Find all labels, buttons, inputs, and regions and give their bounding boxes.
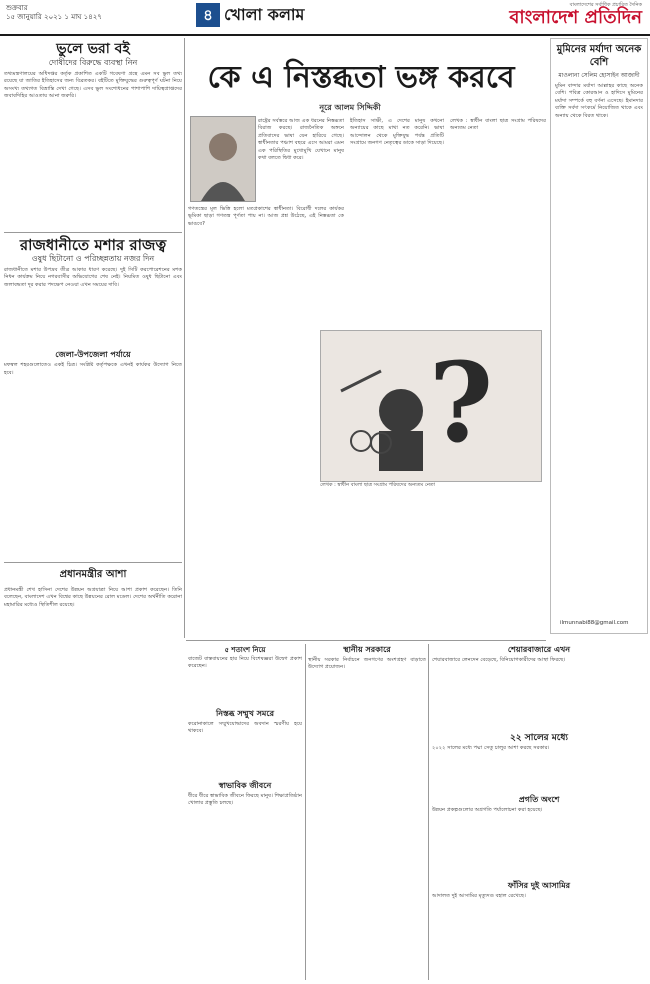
article-body: উন্নয়ন প্রকল্পগুলোর অগ্রগতি পর্যালোচনা করা হয়েছে। xyxy=(432,807,543,813)
bottom-article-8 xyxy=(432,880,646,980)
bottom-article-1 xyxy=(188,644,302,704)
bottom-article-3 xyxy=(188,780,302,980)
article-headline: প্রগতি অংশে xyxy=(518,795,560,804)
author-portrait-icon xyxy=(191,117,255,201)
date-block xyxy=(6,4,156,22)
article-body: গণতন্ত্রের মূল ভিত্তি হলো মতপ্রকাশের স্বাধীনতা। বিরোধী দলের কার্যকর ভূমিকা ছাড়া গণতন্ত্র পূর্ণতা পায় না। আজ প্রশ্ন উঠেছে, এই নিস্তব্ধতা কে ভাঙবে? xyxy=(188,206,346,227)
article-body: রাজধানীতে মশার উপদ্রব তীব্র আকার ধারণ করেছে। দুই সিটি করপোরেশনের মশক নিধন কার্যক্রম নিয়ে নগরবাসীর অভিযোগের শেষ নেই। নিয়মিত ওষুধ ছিটানো এবং জলাবদ্ধতা দূর করার পদক্ষেপ নেওয়া এখন সময়ের দাবি। xyxy=(4,267,184,288)
article-body: রাষ্ট্রের সর্বস্তরে আজ এক ধরনের নিস্তব্ধতা বিরাজ করছে। রাজনৈতিক অঙ্গনে প্রতিবাদের ভাষা যেন হারিয়ে গেছে। স্বাধীনতার পঞ্চাশ বছরে এসে আমরা এমন এক পরিস্থিতির মুখোমুখি যেখানে মানুষ কথা বলতে দ্বিধা করে। xyxy=(258,118,346,162)
date-text: ১৫ জানুয়ারি ২০২১ ১ মাঘ ১৪২৭ xyxy=(6,13,102,21)
logo-tagline: বাংলাদেশের সর্বাধিক প্রচারিত দৈনিক xyxy=(569,2,642,8)
article-subhead: দোষীদের বিরুদ্ধে ব্যবস্থা নিন xyxy=(48,58,138,67)
article-byline: মাওলানা সেলিম হোসাইন আজাদী xyxy=(558,72,640,79)
article-body: ইতিহাস সাক্ষী, এ দেশের মানুষ কখনো অন্যায়ের কাছে মাথা নত করেনি। ভাষা আন্দোলন থেকে মুক্তিযুদ্ধ পর্যন্ত প্রতিটি সংগ্রামে জনগণ নেতৃত্বের ডাকে সাড়া দিয়েছে। xyxy=(350,118,446,147)
article-headline: স্থানীয় সরকারে xyxy=(343,645,391,654)
article-headline: মুমিনের মর্যাদা অনেক বেশি xyxy=(556,44,642,68)
main-article-title: কে এ নিস্তব্ধতা ভঙ্গ করবে xyxy=(207,60,515,95)
bottom-article-2 xyxy=(188,708,302,778)
article-headline: ভুলে ভরা বই xyxy=(56,41,130,57)
article-headline: শেয়ারবাজারে এখন xyxy=(507,645,571,654)
divider xyxy=(4,562,182,563)
section-body: মফস্বল শহরগুলোতেও একই চিত্র। সংশ্লিষ্ট কর্তৃপক্ষকে এখনই কার্যকর উদ্যোগ নিতে হবে। xyxy=(4,362,184,376)
question-mark-illustration-icon xyxy=(321,331,541,481)
article-body: তথ্যমন্ত্রণালয়ের অধিদপ্তর কর্তৃক প্রকাশিত একটি গবেষণা গ্রন্থে এমন সব ভুল তথ্য রয়েছে যা জাতির ইতিহাসের জন্য বিব্রতকর। বইটিতে মুক্তিযুদ্ধের গুরুত্বপূর্ণ ঘটনা নিয়ে অসংখ্য তথ্যগত বিভ্রান্তি দেখা গেছে। এসব ভুল সংশোধনের পাশাপাশি দায়িত্বপ্রাপ্তদের জবাবদিহির আওতায় আনা জরুরি। xyxy=(4,71,184,100)
left-bottom-article xyxy=(4,566,182,976)
article-body: ২০২২ সালের মধ্যে পদ্মা সেতু চালুর আশা করছে সরকার। xyxy=(432,745,550,751)
article-headline: ফাঁসির দুই আসামির xyxy=(507,881,571,890)
article-body: করোনাকালে সম্মুখযোদ্ধাদের অবদান স্মরণীয় হয়ে থাকবে। xyxy=(188,721,304,735)
article-body: স্থানীয় সরকার নির্বাচনে জনগণের অংশগ্রহণ বাড়াতে উদ্যোগ প্রয়োজন। xyxy=(308,657,428,671)
divider xyxy=(4,232,182,233)
page-header xyxy=(0,0,650,36)
weekday: শুক্রবার xyxy=(6,4,28,12)
column-divider xyxy=(305,644,306,980)
logo-text: বাংলাদেশ প্রতিদিন xyxy=(509,7,642,28)
illustration-caption: লেখক : স্বাধীন বাংলা ছাত্র সংগ্রাম পরিষদের অন্যতম নেতা xyxy=(320,482,436,488)
article-headline: রাজধানীতে মশার রাজত্ব xyxy=(19,236,167,254)
article-headline: স্বাভাবিক জীবনে xyxy=(218,781,272,790)
author-note: লেখক : স্বাধীন বাংলা ছাত্র সংগ্রাম পরিষদের অন্যতম নেতা xyxy=(450,118,548,132)
masthead-logo xyxy=(492,2,642,30)
article-illustration xyxy=(320,330,542,482)
column-divider xyxy=(184,38,185,638)
author-email: ilmunnabi88@gmail.com xyxy=(560,620,629,626)
article-body: বাজেট বাস্তবায়নের হার নিয়ে বিশেষজ্ঞরা উদ্বেগ প্রকাশ করেছেন। xyxy=(188,656,304,670)
bottom-article-6 xyxy=(432,730,646,790)
article-headline: ৫ শতাংশ নিয়ে xyxy=(224,646,266,654)
left-mid-article xyxy=(4,236,182,536)
section-heading: জেলা-উপজেলা পর্যায়ে xyxy=(55,350,131,360)
author-photo xyxy=(190,116,256,202)
article-body: শেয়ারবাজারে লেনদেন বেড়েছে, বিনিয়োগকারীদের আস্থা ফিরছে। xyxy=(432,657,566,663)
article-headline: প্রধানমন্ত্রীর আশা xyxy=(59,569,127,580)
article-body: ধীরে ধীরে স্বাভাবিক জীবনে ফিরছে মানুষ। শিক্ষাপ্রতিষ্ঠান খোলার প্রস্তুতি চলছে। xyxy=(188,793,304,807)
bottom-article-7 xyxy=(432,794,646,874)
column-divider xyxy=(428,644,429,980)
article-subhead: ওষুধ ছিটানো ও পরিচ্ছন্নতায় নজর দিন xyxy=(31,254,155,263)
svg-text:?: ? xyxy=(428,338,494,467)
article-headline: নিস্তব্ধ সম্মুখ সমরে xyxy=(216,709,274,718)
left-top-article xyxy=(4,40,182,230)
page-number: ৪ xyxy=(196,3,220,27)
article-body: প্রধানমন্ত্রী শেখ হাসিনা দেশের উন্নয়ন অগ্রযাত্রা নিয়ে আশা প্রকাশ করেছেন। তিনি বলেছেন, বাংলাদেশ এখন বিশ্বের কাছে উন্নয়নের রোল মডেল। দেশের অর্থনীতি করোনা মহামারির মধ্যেও স্থিতিশীল রয়েছে। xyxy=(4,587,184,608)
main-article-byline: নূরে আলম সিদ্দিকী xyxy=(319,103,381,112)
right-column-article xyxy=(550,38,648,634)
section-title: খোলা কলাম xyxy=(224,5,305,24)
article-body: আদালত দুই আসামির মৃত্যুদণ্ড বহাল রেখেছে। xyxy=(432,893,526,899)
main-article-col3 xyxy=(350,118,444,328)
section-divider xyxy=(186,640,546,641)
article-headline: ২২ সালের মধ্যে xyxy=(509,733,569,743)
article-body: মুমিন বান্দার মর্যাদা আল্লাহর কাছে অনেক বেশি। পবিত্র কোরআন ও হাদিসে মুমিনের মর্যাদা সম্পর্কে বহু বর্ণনা এসেছে। ইমানদার ব্যক্তি সর্বদা সৎকর্মে নিয়োজিত থাকে এবং অন্যায় থেকে বিরত থাকে। xyxy=(555,83,645,119)
bottom-article-5 xyxy=(432,644,646,724)
bottom-article-4 xyxy=(308,644,426,980)
